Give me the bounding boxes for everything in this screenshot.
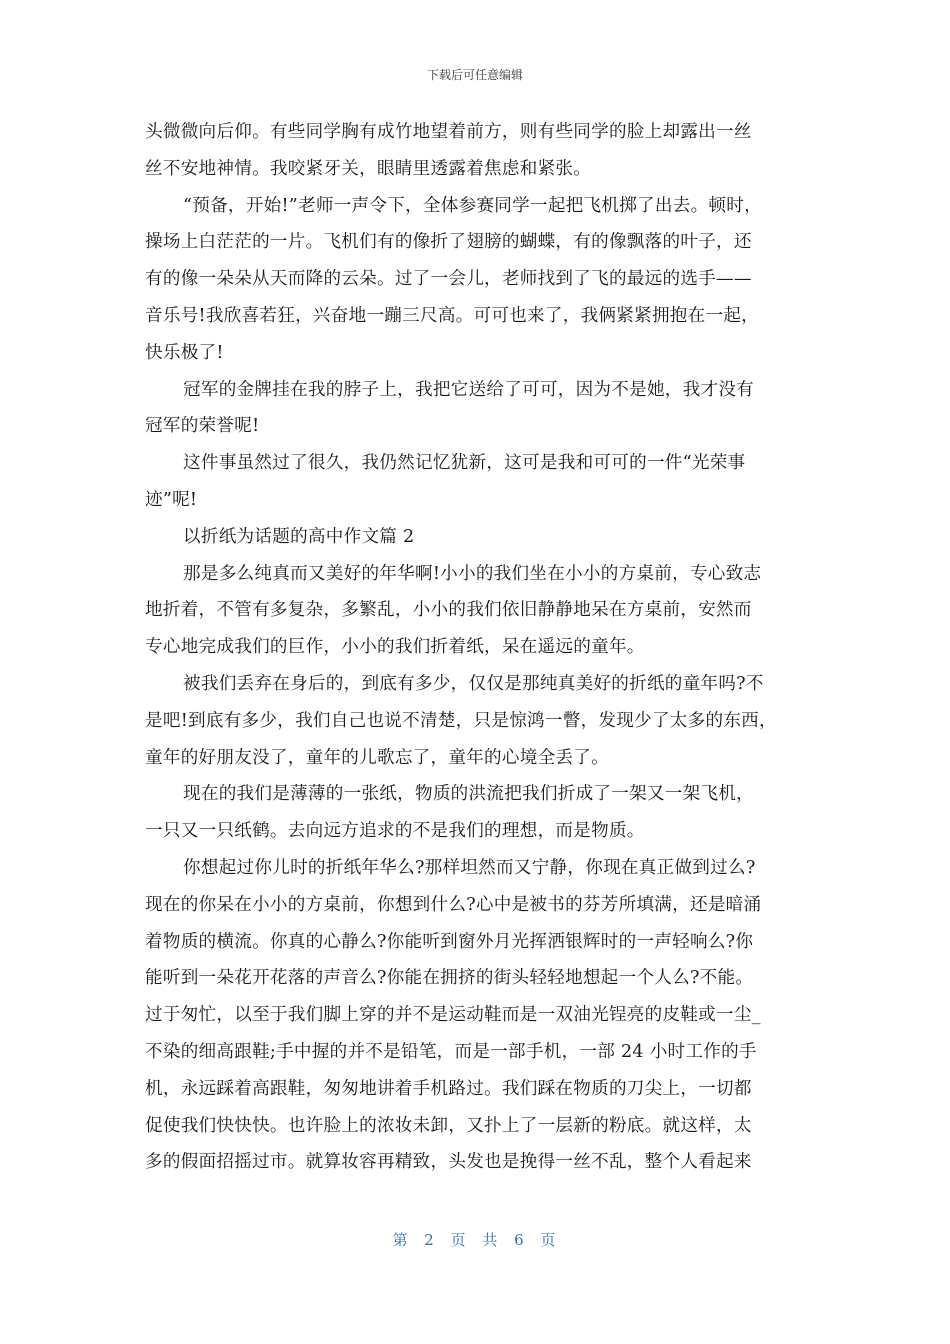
text-line: “预备，开始!”老师一声令下，全体参赛同学一起把飞机掷了出去。顿时， [183,195,762,216]
text-line: 冠军的荣誉呢! [145,416,260,437]
text-line: 着物质的横流。你真的心静么?你能听到窗外月光挥洒银辉时的一声轻响么?你 [145,931,754,952]
text-line: 是吧!到底有多少，我们自己也说不清楚，只是惊鸿一瞥，发现少了太多的东西， [145,710,777,731]
text-line: 被我们丢弃在身后的，到底有多少，仅仅是那纯真美好的折纸的童年吗?不 [183,673,764,694]
text-line: 多的假面招摇过市。就算妆容再精致，头发也是挽得一丝不乱，整个人看起来 [145,1152,752,1173]
text-line: 能听到一朵花开花落的声音么?你能在拥挤的街头轻轻地想起一个人么?不能。 [145,968,754,989]
text-line: 促使我们快快快。也许脸上的浓妆未卸，又扑上了一层新的粉底。就这样，太 [145,1115,752,1136]
text-line: 那是多么纯真而又美好的年华啊!小小的我们坐在小小的方桌前，专心致志 [183,563,762,584]
document-body [145,114,815,1181]
text-line: 音乐号!我欣喜若狂，兴奋地一蹦三尺高。可可也来了，我俩紧紧拥抱在一起， [145,305,760,326]
text-line: 有的像一朵朵从天而降的云朵。过了一会儿，老师找到了飞的最远的选手—— [145,269,752,290]
text-line: 一只又一只纸鹤。去向远方追求的不是我们的理想，而是物质。 [145,821,645,842]
text-line: 现在的我们是薄薄的一张纸，物质的洪流把我们折成了一架又一架飞机， [183,784,755,805]
text-line: 过于匆忙，以至于我们脚上穿的并不是运动鞋而是一双油光锃亮的皮鞋或一尘_ [145,1005,761,1026]
text-line: 你想起过你儿时的折纸年华么?那样坦然而又宁静，你现在真正做到过么? [183,857,756,878]
text-line: 地折着，不管有多复杂，多繁乱，小小的我们依旧静静地呆在方桌前，安然而 [145,600,752,621]
text-line: 童年的好朋友没了，童年的儿歌忘了，童年的心境全丢了。 [145,747,609,768]
text-line: 现在的你呆在小小的方桌前，你想到什么?心中是被书的芬芳所填满，还是暗涌 [145,894,762,915]
text-line: 不染的细高跟鞋;手中握的并不是铅笔，而是一部手机，一部 24 小时工作的手 [145,1041,757,1062]
text-line: 以折纸为话题的高中作文篇 2 [183,526,415,547]
text-line: 专心地完成我们的巨作，小小的我们折着纸，呆在遥远的童年。 [145,637,645,658]
page-header-note: 下载后可任意编辑 [426,68,523,82]
page-number-footer: 第 2 页 共 6 页 [392,1231,558,1249]
text-line: 快乐极了! [145,342,224,363]
text-line: 这件事虽然过了很久，我仍然记忆犹新，这可是我和可可的一件“光荣事 [183,453,746,474]
text-line: 操场上白茫茫的一片。飞机们有的像折了翅膀的蝴蝶，有的像飘落的叶子，还 [145,232,752,253]
text-line: 迹”呢! [145,489,198,510]
text-line: 机，永远踩着高跟鞋，匆匆地讲着手机路过。我们踩在物质的刀尖上，一切都 [145,1078,752,1099]
text-line: 头微微向后仰。有些同学胸有成竹地望着前方，则有些同学的脸上却露出一丝 [145,122,752,142]
text-line: 丝不安地神情。我咬紧牙关，眼睛里透露着焦虑和紧张。 [145,158,592,179]
text-line: 冠军的金牌挂在我的脖子上，我把它送给了可可，因为不是她，我才没有 [183,379,755,400]
